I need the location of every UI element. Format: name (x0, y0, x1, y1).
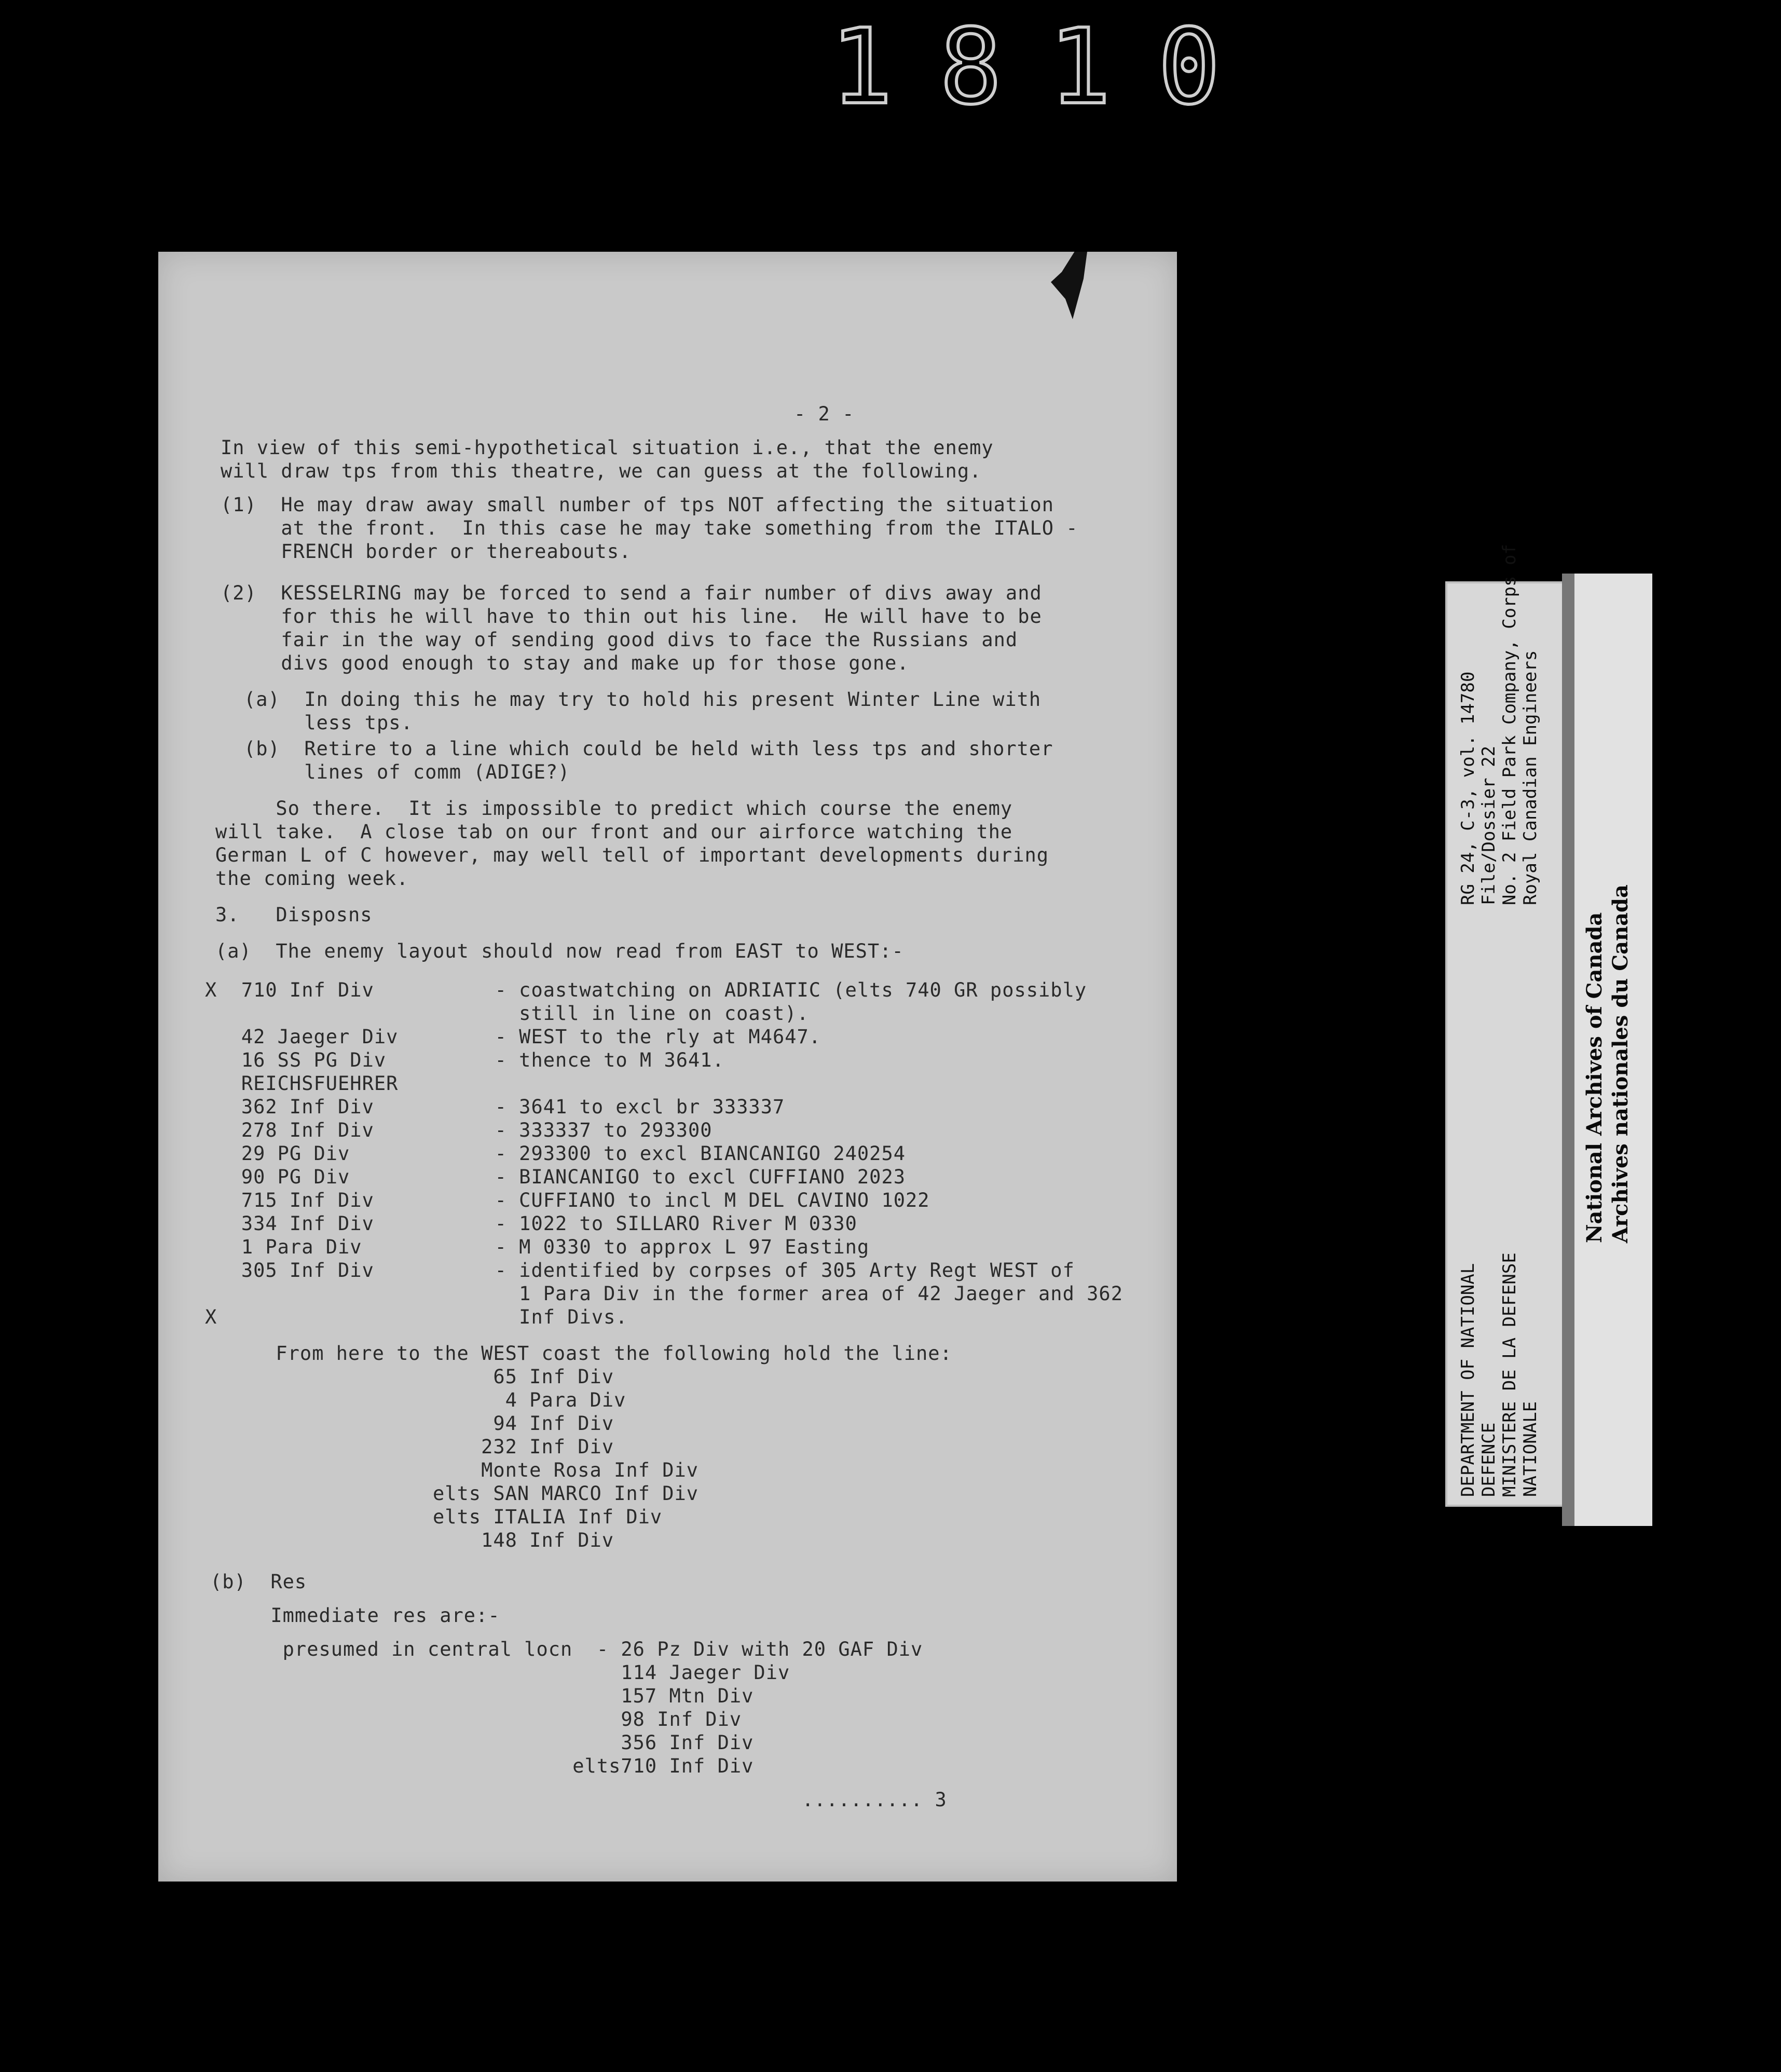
archives-label (1562, 574, 1652, 1526)
text-line: elts ITALIA Inf Div (215, 1506, 663, 1528)
dept-line: DEPARTMENT OF NATIONAL (1458, 1263, 1478, 1497)
text-line: (a) In doing this he may try to hold his present Winter Line with (244, 688, 1042, 711)
page-header: - 2 - (794, 403, 855, 425)
text-line: 114 Jaeger Div (210, 1661, 790, 1684)
reference-line: File/Dossier 22 (1478, 745, 1499, 905)
section-heading: (b) Res (210, 1571, 307, 1593)
text-line: less tps. (244, 712, 413, 734)
text-line: 148 Inf Div (215, 1529, 614, 1551)
continuation-marker: .......... 3 (210, 1789, 947, 1811)
reference-line: Royal Canadian Engineers (1520, 650, 1541, 905)
text-line: 362 Inf Div - 3641 to excl br 333337 (205, 1096, 785, 1118)
catalogue-label (1445, 544, 1569, 1507)
text-line: 90 PG Div - BIANCANIGO to excl CUFFIANO 2023 (205, 1166, 906, 1188)
text-line: (a) The enemy layout should now read from EAST to WEST:- (215, 940, 904, 962)
text-line: the coming week. (215, 867, 409, 890)
document-page (158, 252, 1177, 1882)
text-line: still in line on coast). (205, 1002, 809, 1025)
text-line: 715 Inf Div - CUFFIANO to incl M DEL CAVINO 1022 (205, 1189, 930, 1211)
reference-line: No. 2 Field Park Company, Corps of (1499, 544, 1520, 905)
text-line: 29 PG Div - 293300 to excl BIANCANIGO 240254 (205, 1142, 906, 1165)
dept-line: DEFENCE (1478, 1422, 1499, 1497)
text-line: presumed in central locn - 26 Pz Div with 20 GAF Div (210, 1638, 923, 1660)
frame-number: 1810 (830, 7, 1267, 128)
text-line: will take. A close tab on our front and our airforce watching the (215, 821, 1013, 843)
text-line: lines of comm (ADIGE?) (244, 761, 570, 783)
text-line: (1) He may draw away small number of tps NOT affecting the situation (221, 494, 1054, 516)
dept-line: NATIONALE (1520, 1401, 1541, 1497)
text-line: So there. It is impossible to predict which course the enemy (215, 797, 1013, 820)
section-heading: 3. Disposns (215, 904, 373, 926)
text-line: at the front. In this case he may take something from the ITALO - (221, 517, 1078, 539)
text-line: FRENCH border or thereabouts. (221, 540, 632, 563)
text-line: 157 Mtn Div (210, 1685, 754, 1707)
text-line: 305 Inf Div - identified by corpses of 305 Arty Regt WEST of (205, 1259, 1075, 1282)
dept-line: MINISTERE DE LA DEFENSE (1499, 1252, 1520, 1497)
text-line: 1 Para Div in the former area of 42 Jaeger and 362 (205, 1283, 1123, 1305)
text-line: fair in the way of sending good divs to face the Russians and (221, 629, 1018, 651)
text-line: German L of C however, may well tell of important developments during (215, 844, 1049, 866)
text-line: 232 Inf Div (215, 1436, 614, 1458)
text-line: X 710 Inf Div - coastwatching on ADRIATIC (elts 740 GR possibly (205, 979, 1087, 1001)
archives-name-fr: Archives nationales du Canada (1608, 884, 1633, 1243)
text-line: REICHSFUEHRER (205, 1072, 399, 1095)
reference-line: RG 24, C-3, vol. 14780 (1458, 671, 1478, 905)
text-line: divs good enough to stay and make up for those gone. (221, 652, 909, 674)
text-line: for this he will have to thin out his line. He will have to be (221, 605, 1042, 628)
text-line: 4 Para Div (215, 1389, 626, 1411)
document-body (158, 252, 1177, 1882)
text-line: 278 Inf Div - 333337 to 293300 (205, 1119, 713, 1141)
text-line: 94 Inf Div (215, 1412, 614, 1435)
text-line: 98 Inf Div (210, 1708, 742, 1730)
text-line: (2) KESSELRING may be forced to send a fair number of divs away and (221, 582, 1042, 604)
text-line: (b) Retire to a line which could be held with less tps and shorter (244, 738, 1053, 760)
text-line: will draw tps from this theatre, we can guess at the following. (221, 460, 982, 482)
text-line: 16 SS PG Div - thence to M 3641. (205, 1049, 724, 1071)
text-line: In view of this semi-hypothetical situation i.e., that the enemy (221, 437, 994, 459)
text-line: 1 Para Div - M 0330 to approx L 97 Easting (205, 1236, 870, 1258)
text-line: elts710 Inf Div (210, 1755, 754, 1777)
text-line: 42 Jaeger Div - WEST to the rly at M4647. (205, 1026, 821, 1048)
text-line: elts SAN MARCO Inf Div (215, 1482, 699, 1505)
text-line: 65 Inf Div (215, 1366, 614, 1388)
text-line: From here to the WEST coast the following hold the line: (215, 1342, 952, 1365)
text-line: Immediate res are:- (210, 1604, 500, 1627)
text-line: 356 Inf Div (210, 1732, 754, 1754)
text-line: 334 Inf Div - 1022 to SILLARO River M 0330 (205, 1212, 857, 1235)
archives-name-en: National Archives of Canada (1582, 912, 1607, 1243)
text-line: X Inf Divs. (205, 1306, 628, 1328)
text-line: Monte Rosa Inf Div (215, 1459, 699, 1481)
